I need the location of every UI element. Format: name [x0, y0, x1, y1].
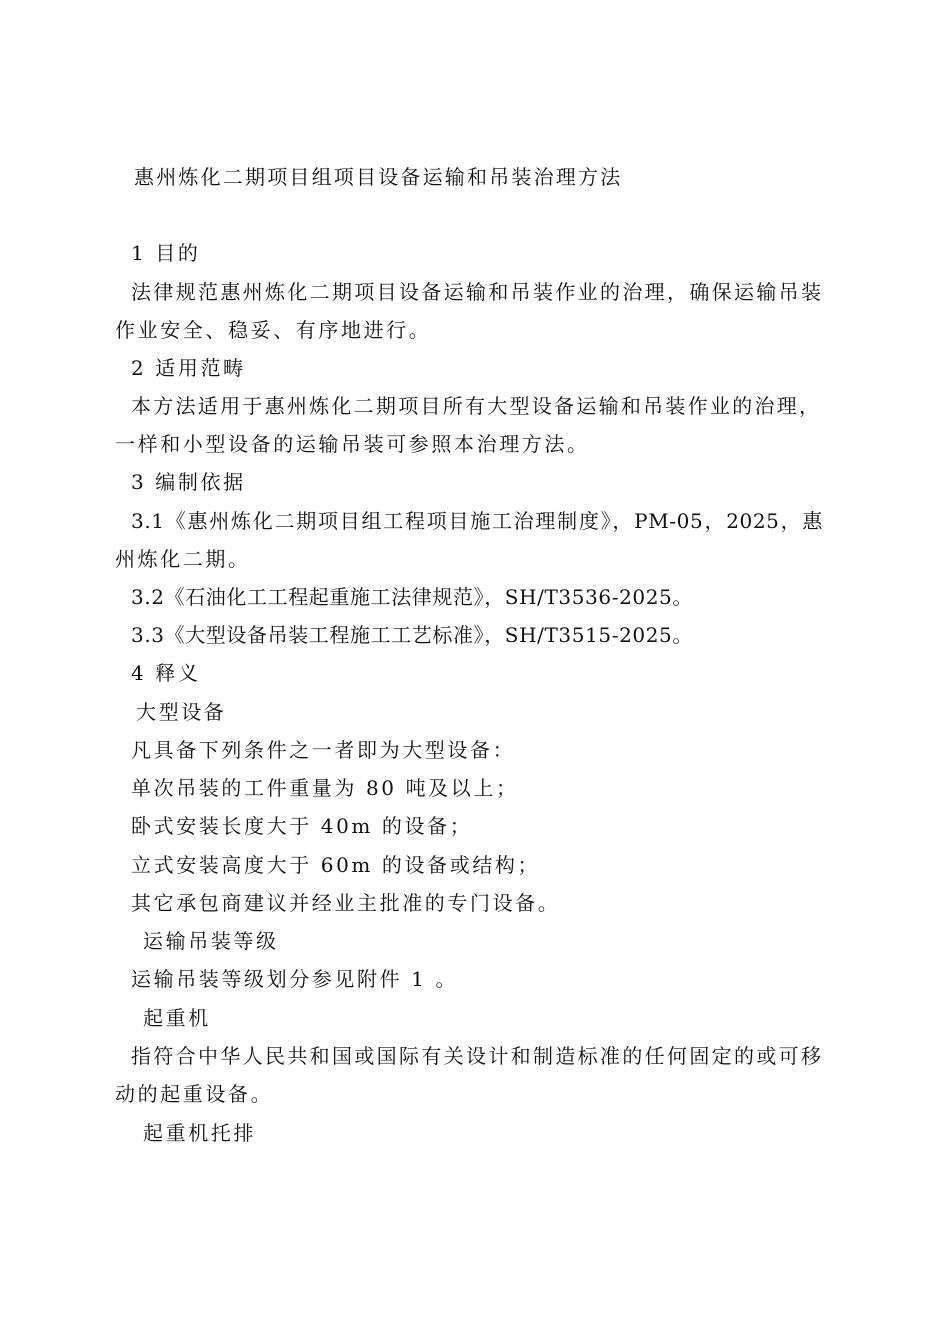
reference-1-line-2: 州炼化二期。	[115, 547, 251, 571]
term-crane: 起重机	[143, 1006, 211, 1030]
term-crane-body-line-2: 动的起重设备。	[115, 1082, 274, 1106]
list-item: 立式安装高度大于 60m 的设备或结构；	[131, 853, 541, 877]
section-1-body-line-2: 作业安全、稳妥、有序地进行。	[115, 318, 432, 342]
list-item: 卧式安装长度大于 40m 的设备；	[131, 814, 473, 838]
section-4-heading: 4 释义	[131, 661, 201, 685]
list-item: 单次吊装的工件重量为 80 吨及以上；	[131, 776, 519, 800]
term-crane-body-line-1: 指符合中华人民共和国或国际有关设计和制造标准的任何固定的或可移	[131, 1044, 823, 1068]
term-transport-lifting-grade-body: 运输吊装等级划分参见附件 1 。	[131, 967, 459, 991]
section-3-heading: 3 编制依据	[131, 470, 246, 494]
reference-3: 3.3《大型设备吊装工程施工工艺标准》，SH/T3515-2025。	[131, 623, 693, 647]
section-2-body-line-2: 一样和小型设备的运输吊装可参照本治理方法。	[115, 432, 590, 456]
term-transport-lifting-grade: 运输吊装等级	[143, 929, 279, 953]
term-large-equipment: 大型设备	[136, 700, 227, 724]
document-title: 惠州炼化二期项目组项目设备运输和吊装治理方法	[134, 165, 623, 189]
term-crane-skid: 起重机托排	[143, 1121, 256, 1145]
section-2-heading: 2 适用范畴	[131, 356, 246, 380]
reference-2: 3.2《石油化工工程起重施工法律规范》，SH/T3536-2025。	[131, 585, 693, 609]
section-1-body-line-1: 法律规范惠州炼化二期项目设备运输和吊装作业的治理，确保运输吊装	[131, 280, 823, 304]
section-2-body-line-1: 本方法适用于惠州炼化二期项目所有大型设备运输和吊装作业的治理，	[131, 394, 821, 418]
reference-1-line-1: 3.1《惠州炼化二期项目组工程项目施工治理制度》，PM-05，2025，惠	[131, 509, 823, 533]
section-1-heading: 1 目的	[131, 241, 201, 265]
term-large-equipment-intro: 凡具备下列条件之一者即为大型设备：	[131, 738, 516, 762]
list-item: 其它承包商建议并经业主批准的专门设备。	[131, 891, 561, 915]
